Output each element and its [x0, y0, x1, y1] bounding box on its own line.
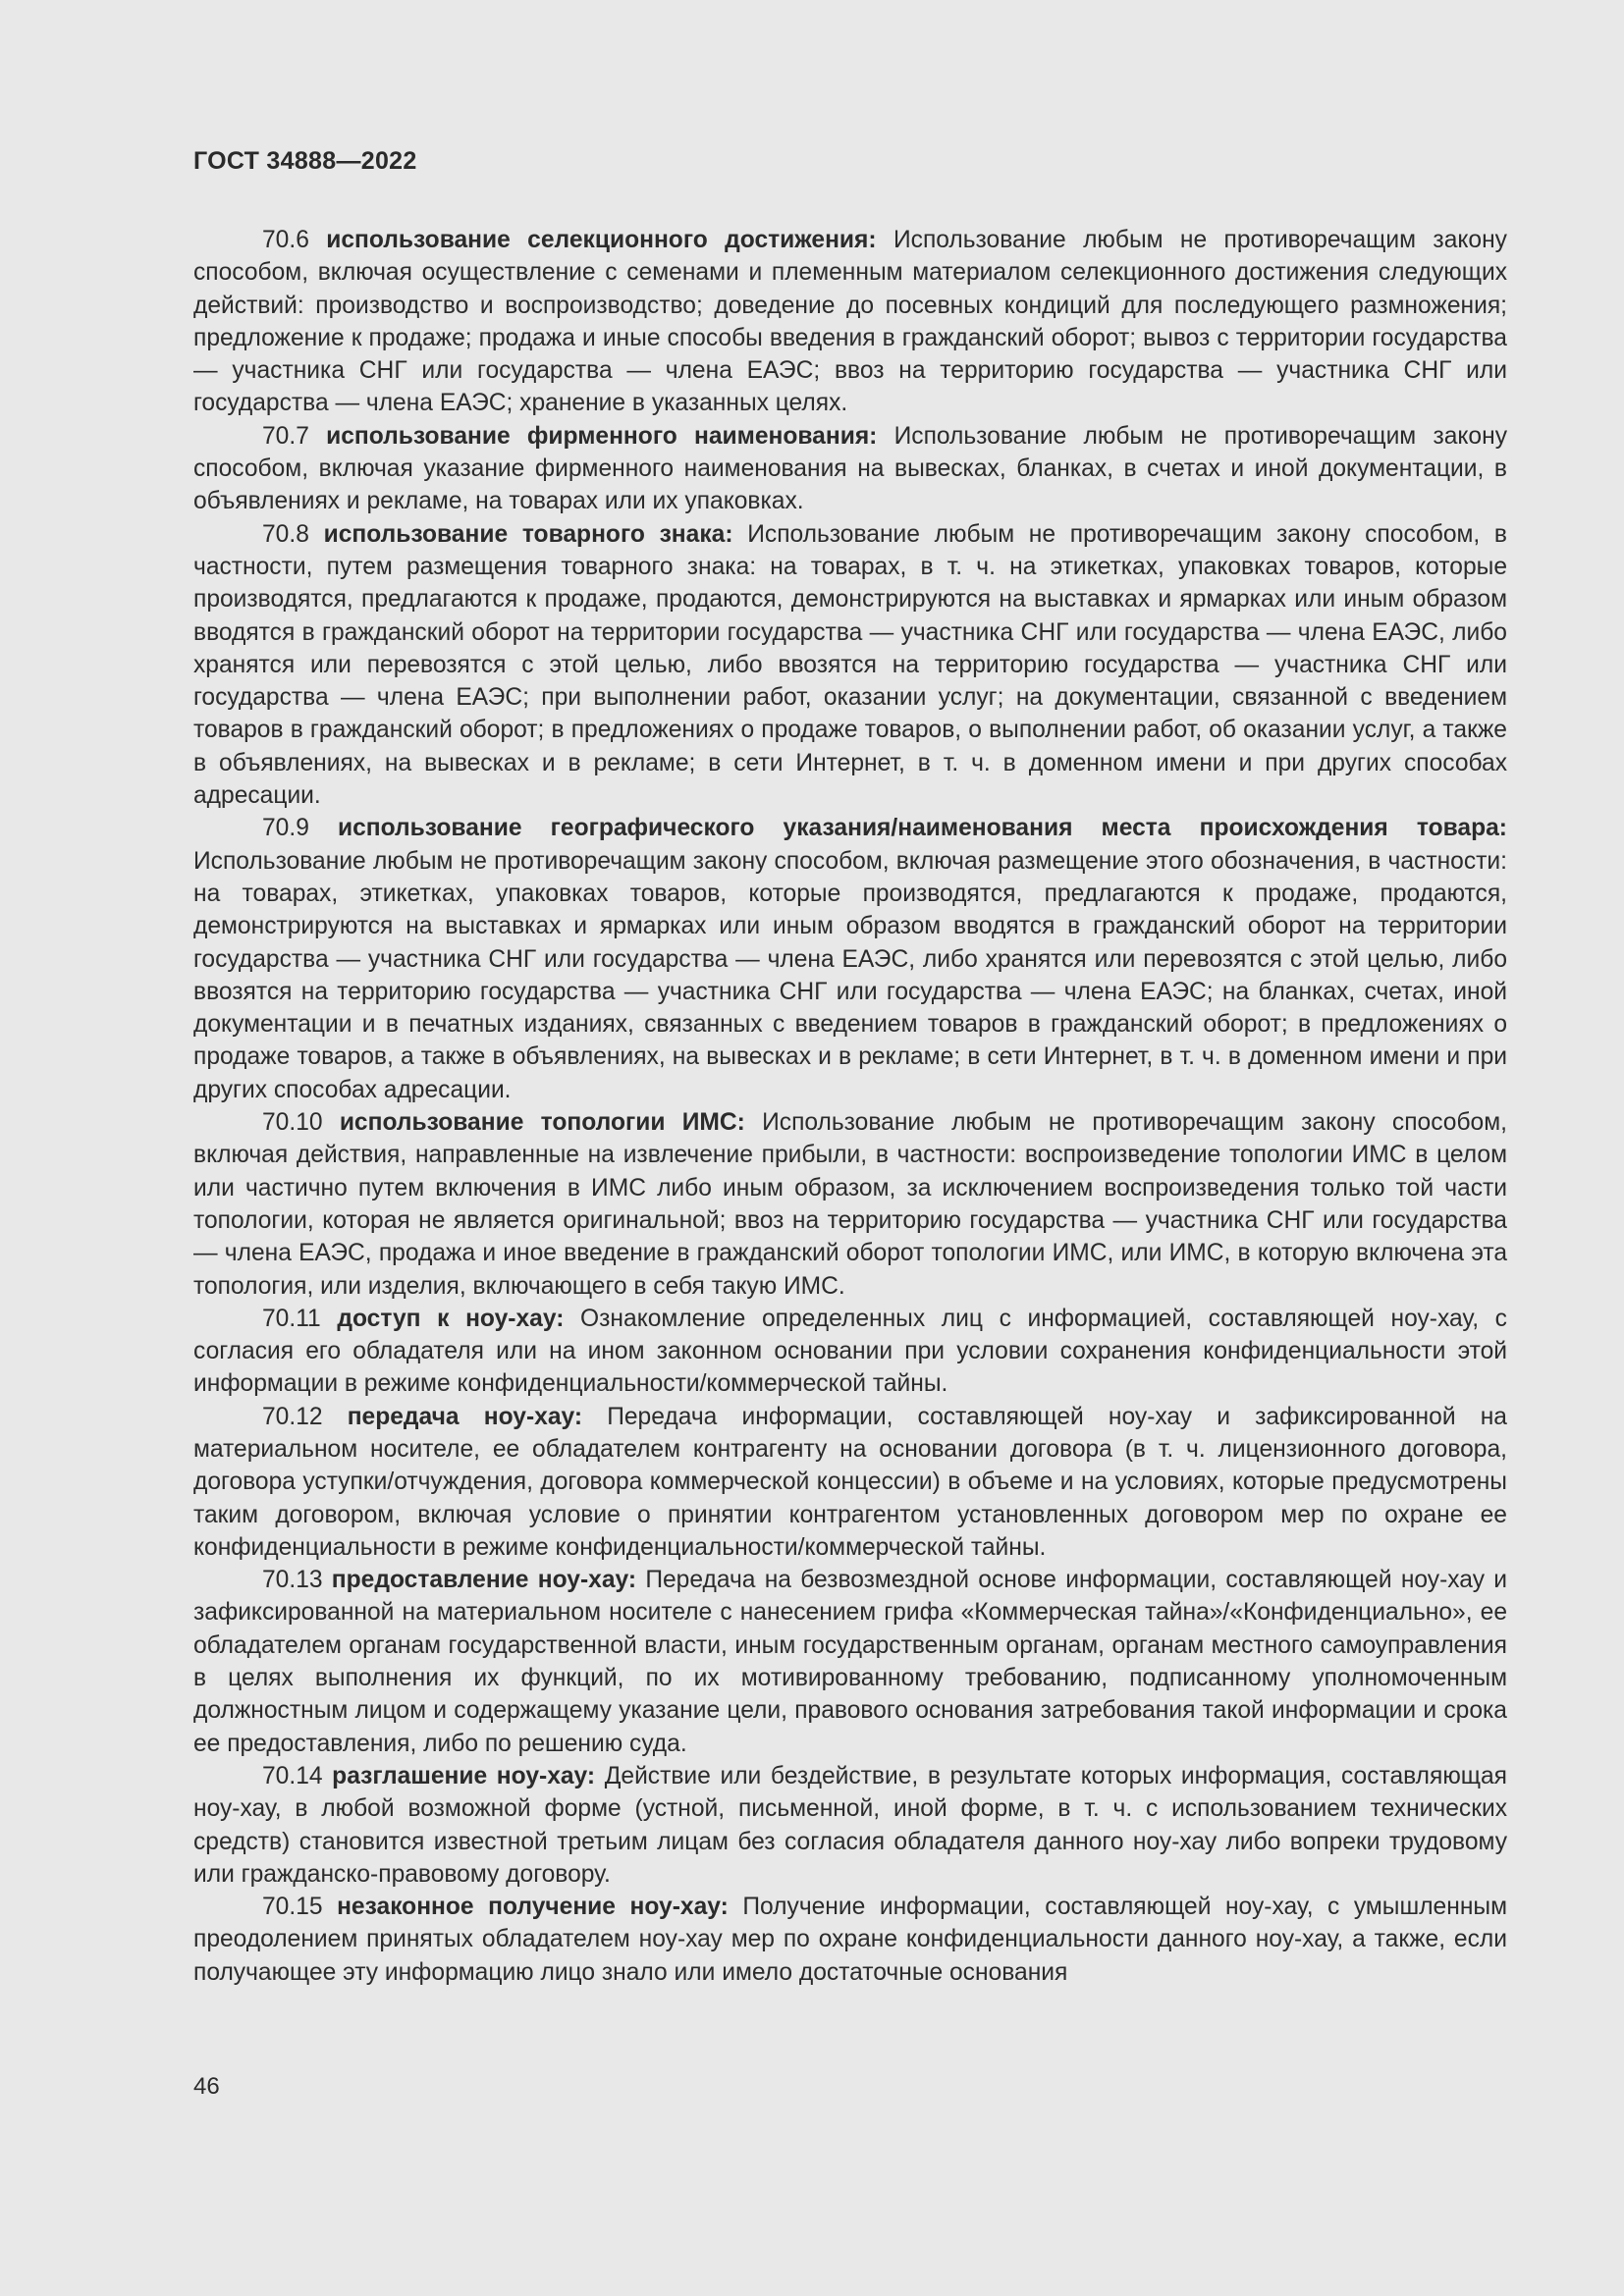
- document-body: [193, 224, 1507, 1989]
- clause-number: 70.7: [262, 422, 309, 450]
- clause-term: использование топологии ИМС:: [339, 1109, 745, 1137]
- clause-text: Ознакомление определенных лиц с информацией, составляющей ноу-хау, с согласия его обладателя или на ином законном основании при условии сохранения конфиденциальности этой информации в режиме конфиденциальности/коммерческой тайны.: [193, 1305, 1507, 1398]
- clause-text: Передача на безвозмездной основе информации, составляющей ноу-хау и зафиксированной на материальном носителе с нанесением грифа «Коммерческая тайна»/«Конфиденциально», ее обладателем органам государственной власти, иным государственным органам, органам местного самоуправления в целях выполнения их функций, по их мотивированному требованию, подписанному уполномоченным должностным лицом и содержащему указание цели, правового основания затребования такой информации и срока ее предоставления, либо по решению суда.: [193, 1567, 1507, 1757]
- clause-text: Использование любым не противоречащим закону способом, включая указание фирменного наименования на вывесках, бланках, в счетах и иной документации, в объявлениях и рекламе, на товарах или их упаковках.: [193, 422, 1507, 515]
- clause-number: 70.6: [262, 227, 309, 253]
- clause-term: разглашение ноу-хау:: [332, 1762, 596, 1789]
- clause-number: 70.14: [262, 1762, 323, 1789]
- definition-paragraph: [193, 1303, 1507, 1401]
- clause-text: Использование любым не противоречащим закону способом, включая размещение этого обозначения, в частности: на товарах, этикетках, упаковках товаров, которые производятся, предлагаются к продаже, продаются, демонстрируются на выставках и ярмарках или иным образом вводятся в гражданский оборот на территории государства — участника СНГ или государства — члена ЕАЭС, либо хранятся или перевозятся с этой целью, либо ввозятся на территорию государства — участника СНГ или государства — члена ЕАЭС; на бланках, счетах, иной документации и в печатных изданиях, связанных с введением товаров в гражданский оборот; в предложениях о продаже товаров, а также в объявлениях, на вывесках и в рекламе; в сети Интернет, в т. ч. в доменном имени и при других способах адресации.: [193, 847, 1507, 1103]
- clause-term: доступ к ноу-хау:: [337, 1305, 565, 1332]
- clause-number: 70.12: [262, 1403, 323, 1430]
- clause-text: Использование любым не противоречащим закону способом, в частности, путем размещения товарного знака: на товарах, в т. ч. на этикетках, упаковках товаров, которые производятся, предлагаются к продаже, продаются, демонстрируются на выставках и ярмарках или иным образом вводятся в гражданский оборот на территории государства — участника СНГ или государства — члена ЕАЭС, либо хранятся или перевозятся с этой целью, либо ввозятся на территорию государства — участника СНГ или государства — члена ЕАЭС; при выполнении работ, оказании услуг; на документации, связанной с введением товаров в гражданский оборот; в предложениях о продаже товаров, о выполнении работ, об оказании услуг, а также в объявлениях, на вывесках и в рекламе; в сети Интернет, в т. ч. в доменном имени и при других способах адресации.: [193, 520, 1507, 810]
- clause-number: 70.10: [262, 1109, 323, 1137]
- clause-term: использование фирменного наименования:: [326, 422, 878, 450]
- definition-paragraph: [193, 420, 1507, 518]
- document-header: ГОСТ 34888—2022: [193, 147, 417, 175]
- clause-number: 70.9: [262, 815, 309, 842]
- definition-paragraph: [193, 224, 1507, 420]
- definition-paragraph: [193, 812, 1507, 1106]
- clause-text: Получение информации, составляющей ноу-хау, с умышленным преодолением принятых обладателем ноу-хау мер по охране конфиденциальности данного ноу-хау, а также, если получающее эту информацию лицо знало или имело достаточные основания: [193, 1894, 1507, 1986]
- clause-term: использование географического указания/наименования места происхождения товара:: [337, 815, 1507, 842]
- definition-paragraph: [193, 518, 1507, 813]
- definition-paragraph: [193, 1401, 1507, 1564]
- definition-paragraph: [193, 1891, 1507, 1989]
- clause-term: использование селекционного достижения:: [326, 227, 877, 253]
- clause-text: Использование любым не противоречащим закону способом, включая действия, направленные на извлечение прибыли, в частности: воспроизведение топологии ИМС в целом или частично путем включения в ИМС либо иным образом, за исключением воспроизведения только той части топологии, которая не является оригинальной; ввоз на территорию государства — участника СНГ или государства — члена ЕАЭС, продажа и иное введение в гражданский оборот топологии ИМС, или ИМС, в которую включена эта топология, или изделия, включающего в себя такую ИМС.: [193, 1109, 1507, 1300]
- clause-text: Использование любым не противоречащим закону способом, включая осуществление с семенами и племенным материалом селекционного достижения следующих действий: производство и воспроизводство; доведение до посевных кондиций для последующего размножения; предложение к продаже; продажа и иные способы введения в гражданский оборот; вывоз с территории государства — участника СНГ или государства — члена ЕАЭС; ввоз на территорию государства — участника СНГ или государства — члена ЕАЭС; хранение в указанных целях.: [193, 227, 1507, 417]
- clause-number: 70.8: [262, 520, 309, 548]
- definition-paragraph: [193, 1106, 1507, 1303]
- definition-paragraph: [193, 1760, 1507, 1891]
- clause-term: передача ноу-хау:: [347, 1403, 583, 1430]
- clause-number: 70.15: [262, 1894, 323, 1921]
- clause-number: 70.11: [262, 1305, 321, 1332]
- clause-text: Передача информации, составляющей ноу-хау и зафиксированной на материальном носителе, ее обладателем контрагенту на основании договора (в т. ч. лицензионного договора, договора уступки/отчуждения, договора коммерческой концессии) в объеме и на условиях, которые предусмотрены таким договором, включая условие о принятии контрагентом установленных договором мер по охране ее конфиденциальности в режиме конфиденциальности/коммерческой тайны.: [193, 1403, 1507, 1561]
- clause-term: незаконное получение ноу-хау:: [337, 1894, 729, 1921]
- clause-text: Действие или бездействие, в результате которых информация, составляющая ноу-хау, в любой возможной форме (устной, письменной, иной форме, в т. ч. с использованием технических средств) становится известной третьим лицам без согласия обладателя данного ноу-хау либо вопреки трудовому или гражданско-правовому договору.: [193, 1762, 1507, 1888]
- page-number: 46: [193, 2073, 220, 2100]
- clause-term: предоставление ноу-хау:: [331, 1567, 637, 1594]
- clause-term: использование товарного знака:: [323, 520, 733, 548]
- clause-number: 70.13: [262, 1567, 323, 1594]
- definition-paragraph: [193, 1564, 1507, 1760]
